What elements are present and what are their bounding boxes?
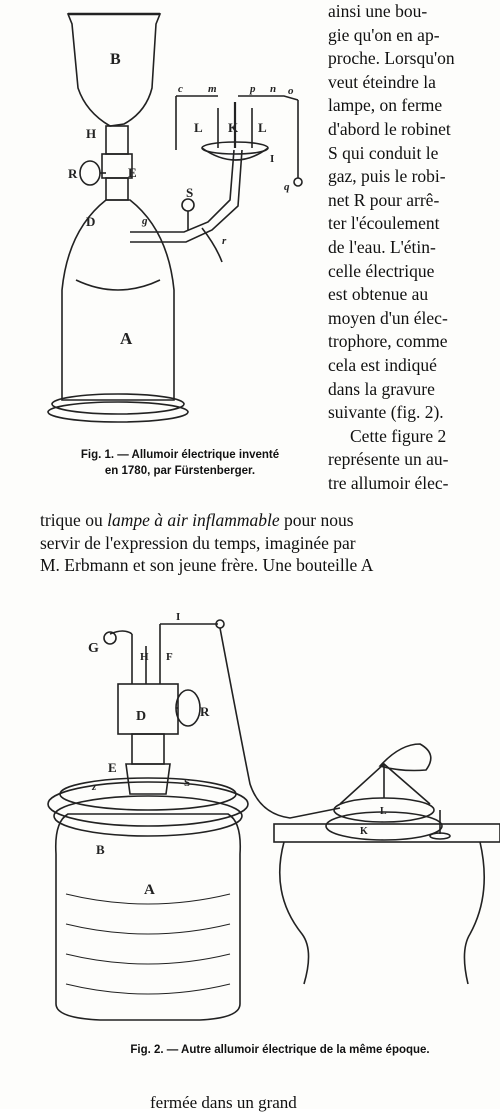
italic-term: lampe à air inflammable [107, 510, 280, 530]
label-R: R [200, 704, 210, 719]
label-z: z [92, 781, 97, 793]
label-R: R [68, 166, 78, 181]
column-line: représente un au- [328, 449, 449, 470]
paragraph-line-3: M. Erbmann et son jeune frère. Une bouteille A [40, 555, 374, 576]
label-E: E [108, 760, 117, 775]
label-D: D [136, 709, 147, 724]
label-H: H [86, 126, 97, 141]
figure-1-caption [30, 447, 330, 479]
label-L-right: L [258, 120, 267, 135]
label-I: I [270, 153, 275, 165]
label-r: r [222, 235, 227, 247]
next-page-fragment: fermée dans un grand [150, 1093, 297, 1112]
column-line: ter l'écoulement [328, 213, 440, 234]
label-S: S [186, 185, 194, 200]
label-A: A [144, 882, 155, 898]
label-L-left: L [194, 120, 203, 135]
label-q: q [284, 181, 290, 193]
column-line: net R pour arrê- [328, 189, 440, 210]
column-line: d'abord le robinet [328, 118, 451, 139]
figure-2-illustration [40, 594, 500, 1034]
column-line: est obtenue au [328, 284, 429, 305]
figure-1-caption-line-1: Fig. 1. — Allumoir électrique inventé [80, 449, 280, 461]
column-line: gie qu'on en ap- [328, 24, 440, 45]
label-F: F [166, 651, 173, 663]
label-E: E [128, 165, 137, 180]
column-line: gaz, puis le robi- [328, 166, 446, 187]
column-line: moyen d'un élec- [328, 307, 448, 328]
label-G: G [88, 641, 99, 656]
column-line: dans la gravure [328, 378, 435, 399]
figure-1-caption-line-2: en 1780, par Fürstenberger. [104, 465, 256, 477]
label-L: L [380, 806, 387, 817]
column-line: Cette figure 2 [350, 425, 447, 446]
label-g: g [142, 215, 148, 227]
paragraph-line-2: servir de l'expression du temps, imaginée par [40, 532, 356, 553]
right-column-text [328, 0, 488, 495]
label-D: D [86, 214, 96, 229]
column-line: cela est indiqué [328, 354, 437, 375]
label-I: I [176, 611, 181, 623]
column-line: celle électrique [328, 260, 435, 281]
column-line: ainsi une bou- [328, 1, 428, 21]
paragraph-text: trique ou [40, 510, 108, 530]
label-H: H [140, 651, 149, 663]
label-n: n [270, 83, 277, 95]
column-line: veut éteindre la [328, 71, 436, 92]
column-line: lampe, on ferme [328, 95, 443, 116]
figure-1-illustration [6, 0, 324, 448]
label-B: B [96, 842, 105, 857]
column-line: tre allumoir élec- [328, 472, 449, 493]
label-o: o [288, 85, 294, 97]
column-line: proche. Lorsqu'on [328, 48, 455, 69]
label-A: A [120, 329, 133, 348]
paragraph-line-1 [40, 509, 488, 532]
figure-2-caption: Fig. 2. — Autre allumoir électrique de la même époque. [130, 1044, 430, 1056]
label-B: B [110, 51, 121, 68]
column-line: suivante (fig. 2). [328, 402, 444, 423]
label-c: c [178, 83, 183, 95]
label-S: S [184, 777, 191, 789]
label-K: K [360, 826, 368, 837]
paragraph-text: pour nous [279, 510, 354, 530]
column-line: de l'eau. L'étin- [328, 236, 436, 257]
label-m: m [208, 83, 217, 95]
label-p: p [250, 83, 256, 95]
label-K: K [228, 120, 239, 135]
full-width-paragraph [40, 509, 488, 577]
column-line: trophore, comme [328, 331, 448, 352]
column-line: S qui conduit le [328, 142, 439, 163]
